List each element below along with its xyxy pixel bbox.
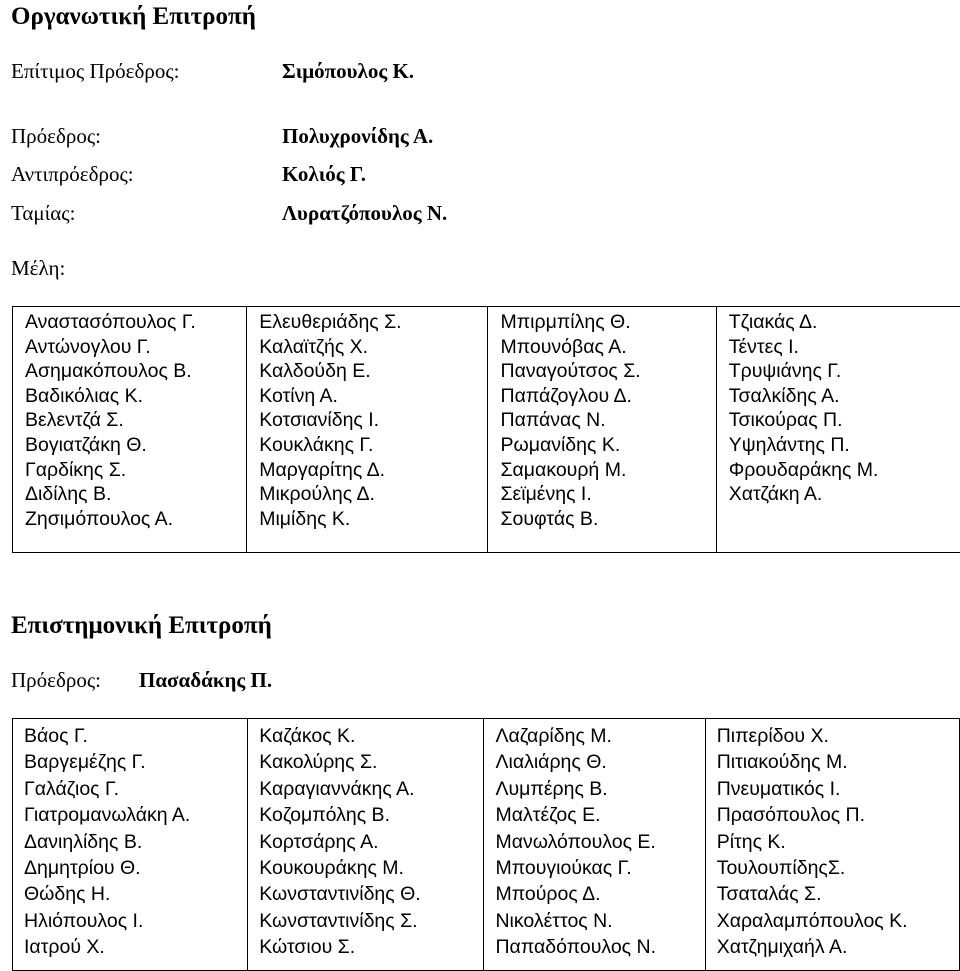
member-name: Παπάζογλου Δ. xyxy=(500,384,632,407)
member-name: Τσαταλάς Σ. xyxy=(716,883,822,906)
member-name: Σαμακουρή Μ. xyxy=(500,458,627,481)
member-name: Βελεντζά Σ. xyxy=(25,409,124,432)
member-name: Χαραλαμπόπουλος Κ. xyxy=(716,909,908,932)
member-name: Καζάκος Κ. xyxy=(259,725,356,747)
member-name: Φρουδαράκης Μ. xyxy=(728,458,879,481)
vice-president-name: Κολιός Γ. xyxy=(282,162,366,186)
member-name: Θώδης Η. xyxy=(24,883,111,906)
member-name: Βογιατζάκη Θ. xyxy=(25,433,147,456)
member-name: Κωνσταντινίδης Σ. xyxy=(259,909,418,932)
member-name: Χατζάκη Α. xyxy=(728,483,823,506)
member-name: Αναστασόπουλος Γ. xyxy=(25,311,196,333)
member-name: Τζιακάς Δ. xyxy=(728,311,818,333)
member-name: Καλδούδη Ε. xyxy=(259,360,371,383)
member-name: Κορτσάρης Α. xyxy=(259,830,379,853)
member-name: Ρωμανίδης Κ. xyxy=(500,433,621,456)
member-name: Ελευθεριάδης Σ. xyxy=(259,311,402,333)
member-name: Μανωλόπουλος Ε. xyxy=(495,830,656,853)
member-name: Γαρδίκης Σ. xyxy=(25,458,127,481)
member-name: Πιπερίδου Χ. xyxy=(716,725,829,747)
member-name: Πνευματικός Ι. xyxy=(716,777,841,800)
member-name: Κοτσιανίδης Ι. xyxy=(259,409,380,432)
members-label: Μέλη: xyxy=(11,256,66,280)
members-column xyxy=(13,307,247,553)
member-name: Λιαλιάρης Θ. xyxy=(495,751,607,774)
member-name: Μαργαρίτης Δ. xyxy=(259,458,386,481)
member-name: Μπούρος Δ. xyxy=(495,883,601,906)
member-name: Πιτιακούδης Μ. xyxy=(716,751,848,774)
member-name: Βαργεμέζης Γ. xyxy=(24,751,146,774)
president-name: Πολυχρονίδης Α. xyxy=(282,124,434,148)
president-label: Πρόεδρος: xyxy=(11,124,101,148)
treasurer-label: Ταμίας: xyxy=(11,201,76,225)
member-name: Κώτσιου Σ. xyxy=(259,936,356,959)
member-name: Ιατρού Χ. xyxy=(24,936,105,959)
organizing-committee-title: Οργανωτική Επιτροπή xyxy=(11,3,256,30)
organizing-members-table xyxy=(12,306,960,553)
members-column xyxy=(247,307,488,553)
member-name: Κακολύρης Σ. xyxy=(259,751,378,774)
member-name: Κωνσταντινίδης Θ. xyxy=(259,883,421,906)
members-column xyxy=(488,307,716,553)
member-name: Αντώνογλου Γ. xyxy=(25,335,151,358)
member-name: Παπάνας Ν. xyxy=(500,409,606,432)
honorary-president-name: Σιμόπουλος Κ. xyxy=(282,59,415,83)
member-name: Διδίλης Β. xyxy=(25,483,112,506)
member-name: Σεϊμένης Ι. xyxy=(500,483,592,506)
member-name: Κοζομπόλης Β. xyxy=(259,804,390,827)
member-name: Υψηλάντης Π. xyxy=(728,433,850,456)
member-name: Ζησιμόπουλος Α. xyxy=(25,507,174,530)
vice-president-label: Αντιπρόεδρος: xyxy=(11,162,134,186)
member-name: Λυμπέρης Β. xyxy=(495,777,608,800)
honorary-president-label: Επίτιμος Πρόεδρος: xyxy=(11,59,180,83)
member-name: Παπαδόπουλος Ν. xyxy=(495,936,657,959)
member-name: Δανιηλίδης Β. xyxy=(24,830,143,853)
member-name: Πρασόπουλος Π. xyxy=(716,804,866,827)
member-name: Τσαλκίδης Α. xyxy=(728,384,840,407)
member-name: Σουφτάς Β. xyxy=(500,507,599,530)
member-name: Μιμίδης Κ. xyxy=(259,507,351,530)
member-name: ΤουλουπίδηςΣ. xyxy=(716,857,846,880)
member-name: Κουκουράκης Μ. xyxy=(259,857,404,880)
member-name: Παναγούτσος Σ. xyxy=(500,360,641,383)
treasurer-name: Λυρατζόπουλος Ν. xyxy=(282,201,448,225)
members-column xyxy=(484,719,705,971)
member-name: Ασημακόπουλος Β. xyxy=(25,360,192,383)
member-name: Λαζαρίδης Μ. xyxy=(495,725,612,747)
member-name: Μπιρμπίλης Θ. xyxy=(500,311,631,333)
members-column xyxy=(705,719,959,971)
member-name: Μικρούλης Δ. xyxy=(259,483,375,506)
scientific-members-table xyxy=(12,718,960,971)
members-column xyxy=(13,719,248,971)
member-name: Καλαϊτζής Χ. xyxy=(259,335,369,358)
member-name: Καραγιαννάκης Α. xyxy=(259,777,415,800)
member-name: Τέντες Ι. xyxy=(728,335,799,358)
scientific-president-name: Πασαδάκης Π. xyxy=(139,668,273,692)
member-name: Γαλάζιος Γ. xyxy=(24,777,119,800)
member-name: Βάος Γ. xyxy=(24,725,88,747)
member-name: Ρίτης Κ. xyxy=(716,830,786,853)
member-name: Κουκλάκης Γ. xyxy=(259,433,374,456)
member-name: Βαδικόλιας Κ. xyxy=(25,384,144,407)
member-name: Τρυψιάνης Γ. xyxy=(728,360,842,383)
members-column xyxy=(248,719,484,971)
member-name: Μαλτέζος Ε. xyxy=(495,804,601,827)
member-name: Χατζημιχαήλ Α. xyxy=(716,936,848,959)
member-name: Ηλιόπουλος Ι. xyxy=(24,909,144,932)
members-column xyxy=(716,307,960,553)
member-name: Τσικούρας Π. xyxy=(728,409,843,432)
member-name: Μπουνόβας Α. xyxy=(500,335,627,358)
scientific-committee-title: Επιστημονική Επιτροπή xyxy=(11,612,272,639)
member-name: Δημητρίου Θ. xyxy=(24,857,141,880)
member-name: Μπουγιούκας Γ. xyxy=(495,857,632,880)
scientific-president-label: Πρόεδρος: xyxy=(11,668,101,692)
member-name: Γιατρομανωλάκη Α. xyxy=(24,804,191,827)
member-name: Κοτίνη Α. xyxy=(259,384,338,407)
member-name: Νικολέττος Ν. xyxy=(495,909,613,932)
